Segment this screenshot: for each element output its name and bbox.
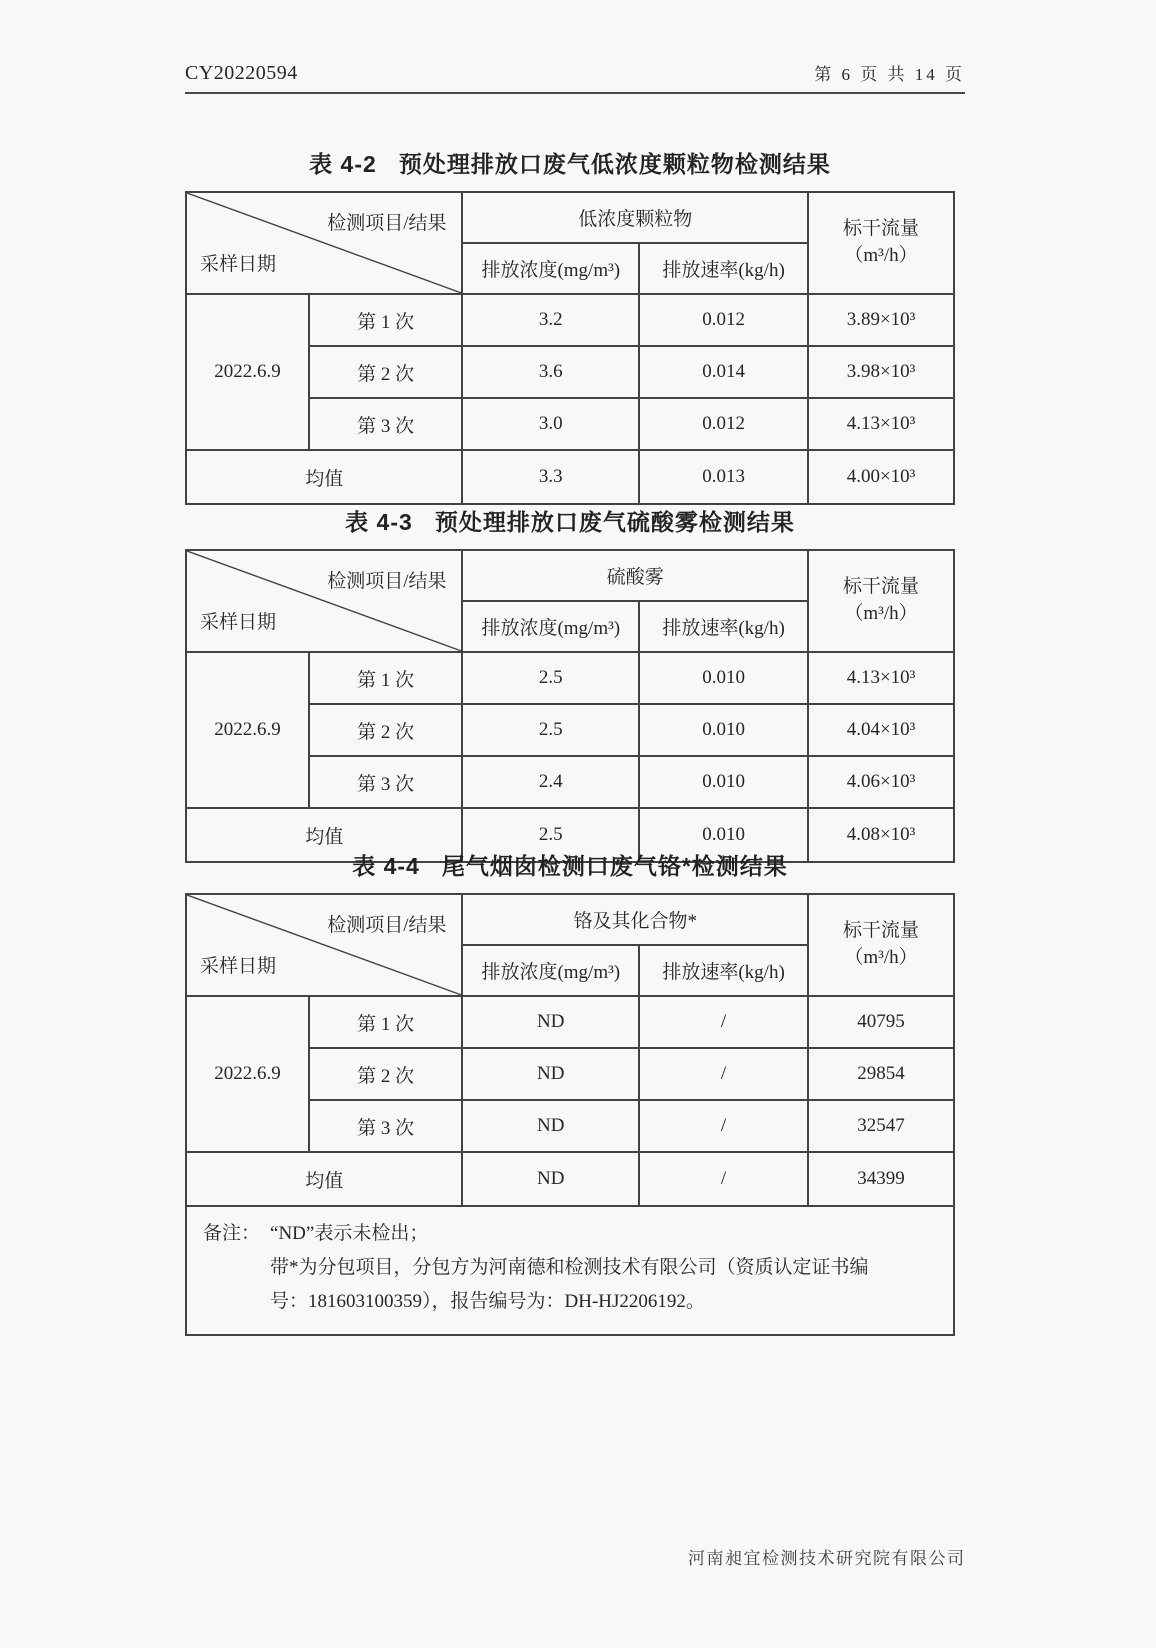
rate-cell: 0.010 — [639, 652, 808, 704]
table-4-3-block — [185, 504, 955, 863]
rate-cell: 0.012 — [639, 294, 808, 346]
table-4-3 — [185, 549, 955, 863]
document-number: CY20220594 — [185, 62, 298, 84]
flow-header-label: 标干流量 — [843, 218, 920, 240]
mean-flow-cell: 4.08×10³ — [808, 808, 954, 862]
concentration-cell: 3.2 — [462, 294, 639, 346]
flow-column-header — [808, 894, 954, 996]
rate-cell: 0.014 — [639, 346, 808, 398]
mean-label-cell: 均值 — [186, 808, 462, 862]
table-row — [186, 652, 954, 704]
flow-header-label: 标干流量 — [843, 576, 920, 598]
concentration-cell: ND — [462, 1100, 639, 1152]
rate-cell: / — [639, 1048, 808, 1100]
trial-cell: 第 2 次 — [309, 1048, 463, 1100]
flow-cell: 32547 — [808, 1100, 954, 1152]
mean-concentration-cell: ND — [462, 1152, 639, 1206]
mean-flow-cell: 34399 — [808, 1152, 954, 1206]
flow-cell: 4.13×10³ — [808, 652, 954, 704]
sample-date-cell: 2022.6.9 — [186, 996, 309, 1152]
trial-cell: 第 1 次 — [309, 294, 463, 346]
rate-cell: 0.012 — [639, 398, 808, 450]
pollutant-group-header: 硫酸雾 — [462, 550, 808, 601]
trial-cell: 第 3 次 — [309, 398, 463, 450]
flow-column-header — [808, 192, 954, 294]
concentration-column-header: 排放浓度(mg/m³) — [462, 243, 639, 294]
pollutant-group-header: 低浓度颗粒物 — [462, 192, 808, 243]
flow-cell: 4.04×10³ — [808, 704, 954, 756]
concentration-cell: 3.6 — [462, 346, 639, 398]
trial-cell: 第 3 次 — [309, 1100, 463, 1152]
table-4-2-title-text: 预处理排放口废气低浓度颗粒物检测结果 — [398, 151, 831, 177]
table-header-row-1 — [186, 550, 954, 601]
concentration-cell: 2.5 — [462, 704, 639, 756]
table-4-2-block — [185, 146, 955, 505]
page-indicator: 第 6 页 共 14 页 — [814, 65, 965, 84]
trial-cell: 第 2 次 — [309, 704, 463, 756]
table-4-3-title-text: 预处理排放口废气硫酸雾检测结果 — [434, 509, 795, 535]
mean-label-cell: 均值 — [186, 450, 462, 504]
note-line-2: 带*为分包项目，分包方为河南德和检测技术有限公司（资质认定证书编号：181603100359），报告编号为：DH-HJ2206192。 — [270, 1257, 869, 1313]
flow-cell: 29854 — [808, 1048, 954, 1100]
mean-label-cell: 均值 — [186, 1152, 462, 1206]
rate-column-header: 排放速率(kg/h) — [639, 945, 808, 996]
rate-cell: 0.010 — [639, 704, 808, 756]
flow-cell: 4.13×10³ — [808, 398, 954, 450]
corner-label-date: 采样日期 — [200, 612, 277, 633]
note-cell — [186, 1206, 954, 1335]
rate-column-header: 排放速率(kg/h) — [639, 601, 808, 652]
mean-flow-cell: 4.00×10³ — [808, 450, 954, 504]
concentration-cell: ND — [462, 996, 639, 1048]
corner-label-date: 采样日期 — [200, 956, 277, 977]
mean-concentration-cell: 2.5 — [462, 808, 639, 862]
corner-header-cell — [186, 894, 462, 996]
flow-header-label: 标干流量 — [843, 920, 920, 942]
trial-cell: 第 1 次 — [309, 996, 463, 1048]
table-4-4-title — [185, 848, 955, 881]
corner-header-cell — [186, 192, 462, 294]
corner-header-cell — [186, 550, 462, 652]
rate-cell: / — [639, 996, 808, 1048]
mean-concentration-cell: 3.3 — [462, 450, 639, 504]
pollutant-group-header: 铬及其化合物* — [462, 894, 808, 945]
table-4-2-title-label: 表 4-2 — [309, 151, 377, 177]
trial-cell: 第 2 次 — [309, 346, 463, 398]
corner-label-items: 检测项目/结果 — [327, 915, 447, 936]
concentration-column-header: 排放浓度(mg/m³) — [462, 945, 639, 996]
flow-cell: 3.98×10³ — [808, 346, 954, 398]
mean-rate-cell: / — [639, 1152, 808, 1206]
concentration-cell: 3.0 — [462, 398, 639, 450]
page-footer — [688, 1544, 966, 1569]
company-name: 河南昶宜检测技术研究院有限公司 — [688, 1549, 966, 1568]
flow-header-unit: （m³/h） — [844, 245, 918, 266]
flow-header-unit: （m³/h） — [844, 947, 918, 968]
page-header — [185, 60, 965, 94]
corner-label-date: 采样日期 — [200, 254, 277, 275]
note-row — [186, 1206, 954, 1335]
table-4-3-title — [185, 504, 955, 537]
corner-label-items: 检测项目/结果 — [327, 213, 447, 234]
table-4-3-title-label: 表 4-3 — [345, 509, 413, 535]
mean-rate-cell: 0.010 — [639, 808, 808, 862]
note-label: 备注： — [203, 1223, 261, 1244]
table-4-2 — [185, 191, 955, 505]
corner-label-items: 检测项目/结果 — [327, 571, 447, 592]
flow-column-header — [808, 550, 954, 652]
table-header-row-1 — [186, 894, 954, 945]
mean-row — [186, 1152, 954, 1206]
concentration-cell: 2.5 — [462, 652, 639, 704]
flow-cell: 4.06×10³ — [808, 756, 954, 808]
rate-cell: 0.010 — [639, 756, 808, 808]
trial-cell: 第 3 次 — [309, 756, 463, 808]
table-4-4-block — [185, 848, 955, 1336]
flow-header-unit: （m³/h） — [844, 603, 918, 624]
sample-date-cell: 2022.6.9 — [186, 294, 309, 450]
table-header-row-1 — [186, 192, 954, 243]
table-4-2-title — [185, 146, 955, 179]
mean-row — [186, 450, 954, 504]
concentration-cell: 2.4 — [462, 756, 639, 808]
concentration-column-header: 排放浓度(mg/m³) — [462, 601, 639, 652]
table-4-4-title-label: 表 4-4 — [352, 853, 420, 879]
note-line-1: “ND”表示未检出； — [270, 1223, 429, 1244]
table-4-4-title-text: 尾气烟囱检测口废气铬*检测结果 — [441, 853, 788, 879]
concentration-cell: ND — [462, 1048, 639, 1100]
note-body — [270, 1217, 900, 1320]
flow-cell: 3.89×10³ — [808, 294, 954, 346]
flow-cell: 40795 — [808, 996, 954, 1048]
note — [203, 1217, 939, 1320]
trial-cell: 第 1 次 — [309, 652, 463, 704]
sample-date-cell: 2022.6.9 — [186, 652, 309, 808]
rate-column-header: 排放速率(kg/h) — [639, 243, 808, 294]
rate-cell: / — [639, 1100, 808, 1152]
table-row — [186, 996, 954, 1048]
mean-rate-cell: 0.013 — [639, 450, 808, 504]
table-4-4 — [185, 893, 955, 1336]
table-row — [186, 294, 954, 346]
